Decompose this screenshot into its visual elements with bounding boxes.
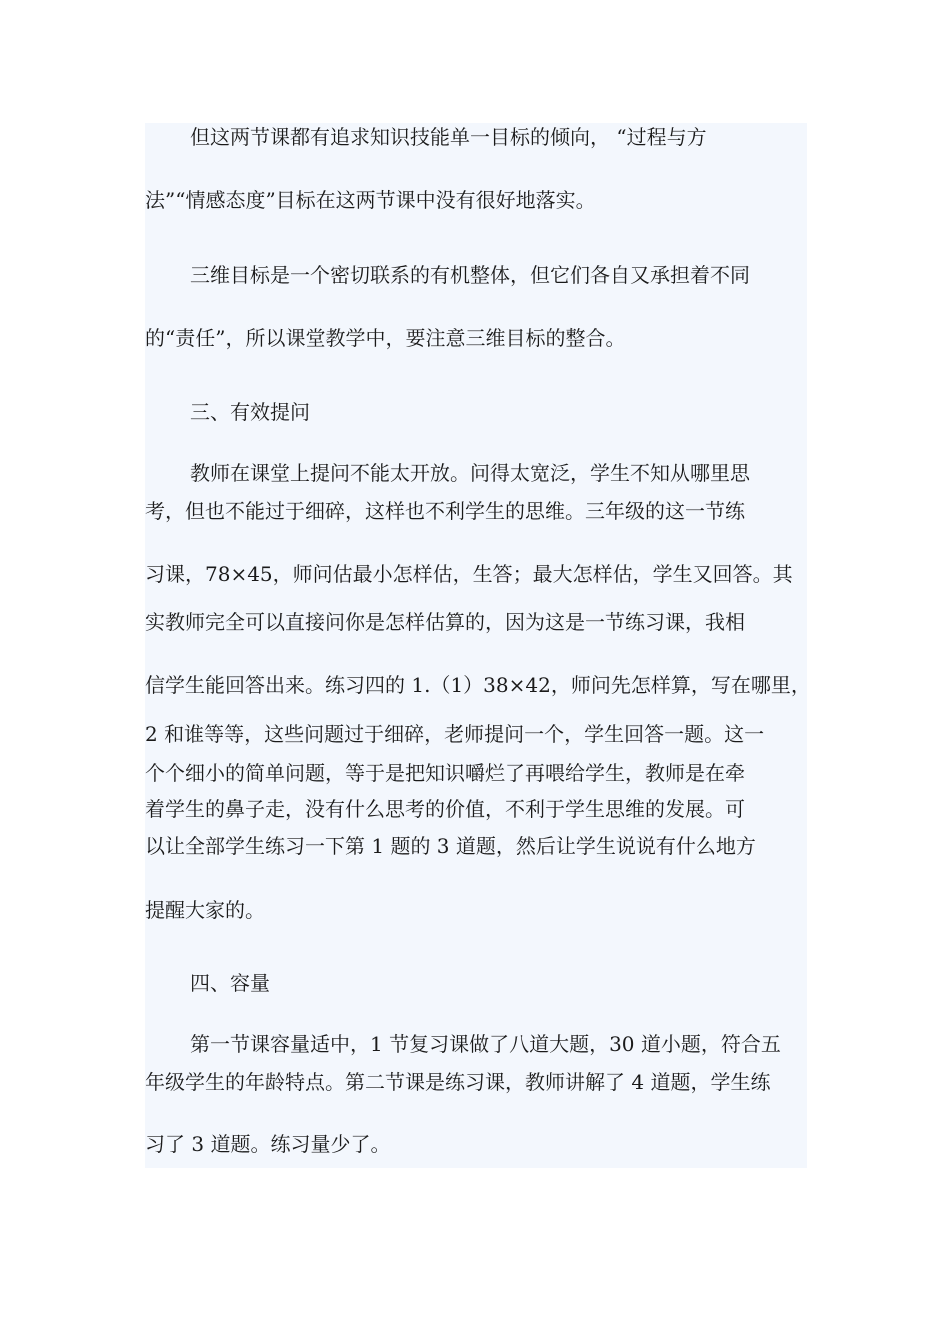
section-heading-capacity: 四、容量 — [190, 971, 270, 995]
paragraph-line: 法”“情感态度”目标在这两节课中没有很好地落实。 — [145, 188, 596, 212]
paragraph-line: 信学生能回答出来。练习四的 1.（1）38×42，师问先怎样算，写在哪里， — [145, 673, 811, 697]
section-heading-effective-questioning: 三、有效提问 — [190, 400, 310, 424]
paragraph-line: 习课，78×45，师问估最小怎样估，生答；最大怎样估，学生又回答。其 — [145, 562, 793, 586]
paragraph-line: 习了 3 道题。练习量少了。 — [145, 1132, 391, 1156]
paragraph-line: 但这两节课都有追求知识技能单一目标的倾向， “过程与方 — [190, 125, 707, 149]
paragraph-line: 以让全部学生练习一下第 1 题的 3 道题，然后让学生说说有什么地方 — [145, 834, 756, 858]
paragraph-line: 考，但也不能过于细碎，这样也不利学生的思维。三年级的这一节练 — [145, 499, 745, 523]
paragraph-line: 三维目标是一个密切联系的有机整体，但它们各自又承担着不同 — [190, 263, 750, 287]
paragraph-line: 着学生的鼻子走，没有什么思考的价值，不利于学生思维的发展。可 — [145, 797, 745, 821]
paragraph-line: 年级学生的年龄特点。第二节课是练习课，教师讲解了 4 道题，学生练 — [145, 1070, 771, 1094]
paragraph-line: 个个细小的简单问题，等于是把知识嚼烂了再喂给学生，教师是在牵 — [145, 761, 745, 785]
paragraph-line: 2 和谁等等，这些问题过于细碎，老师提问一个，学生回答一题。这一 — [145, 722, 765, 746]
document-text-block — [145, 123, 811, 1168]
paragraph-line: 提醒大家的。 — [145, 898, 265, 922]
paragraph-line: 实教师完全可以直接问你是怎样估算的，因为这是一节练习课，我相 — [145, 610, 745, 634]
paragraph-line: 的“责任”，所以课堂教学中，要注意三维目标的整合。 — [145, 326, 626, 350]
paragraph-line: 教师在课堂上提问不能太开放。问得太宽泛，学生不知从哪里思 — [190, 461, 750, 485]
paragraph-line: 第一节课容量适中，1 节复习课做了八道大题，30 道小题，符合五 — [190, 1032, 781, 1056]
